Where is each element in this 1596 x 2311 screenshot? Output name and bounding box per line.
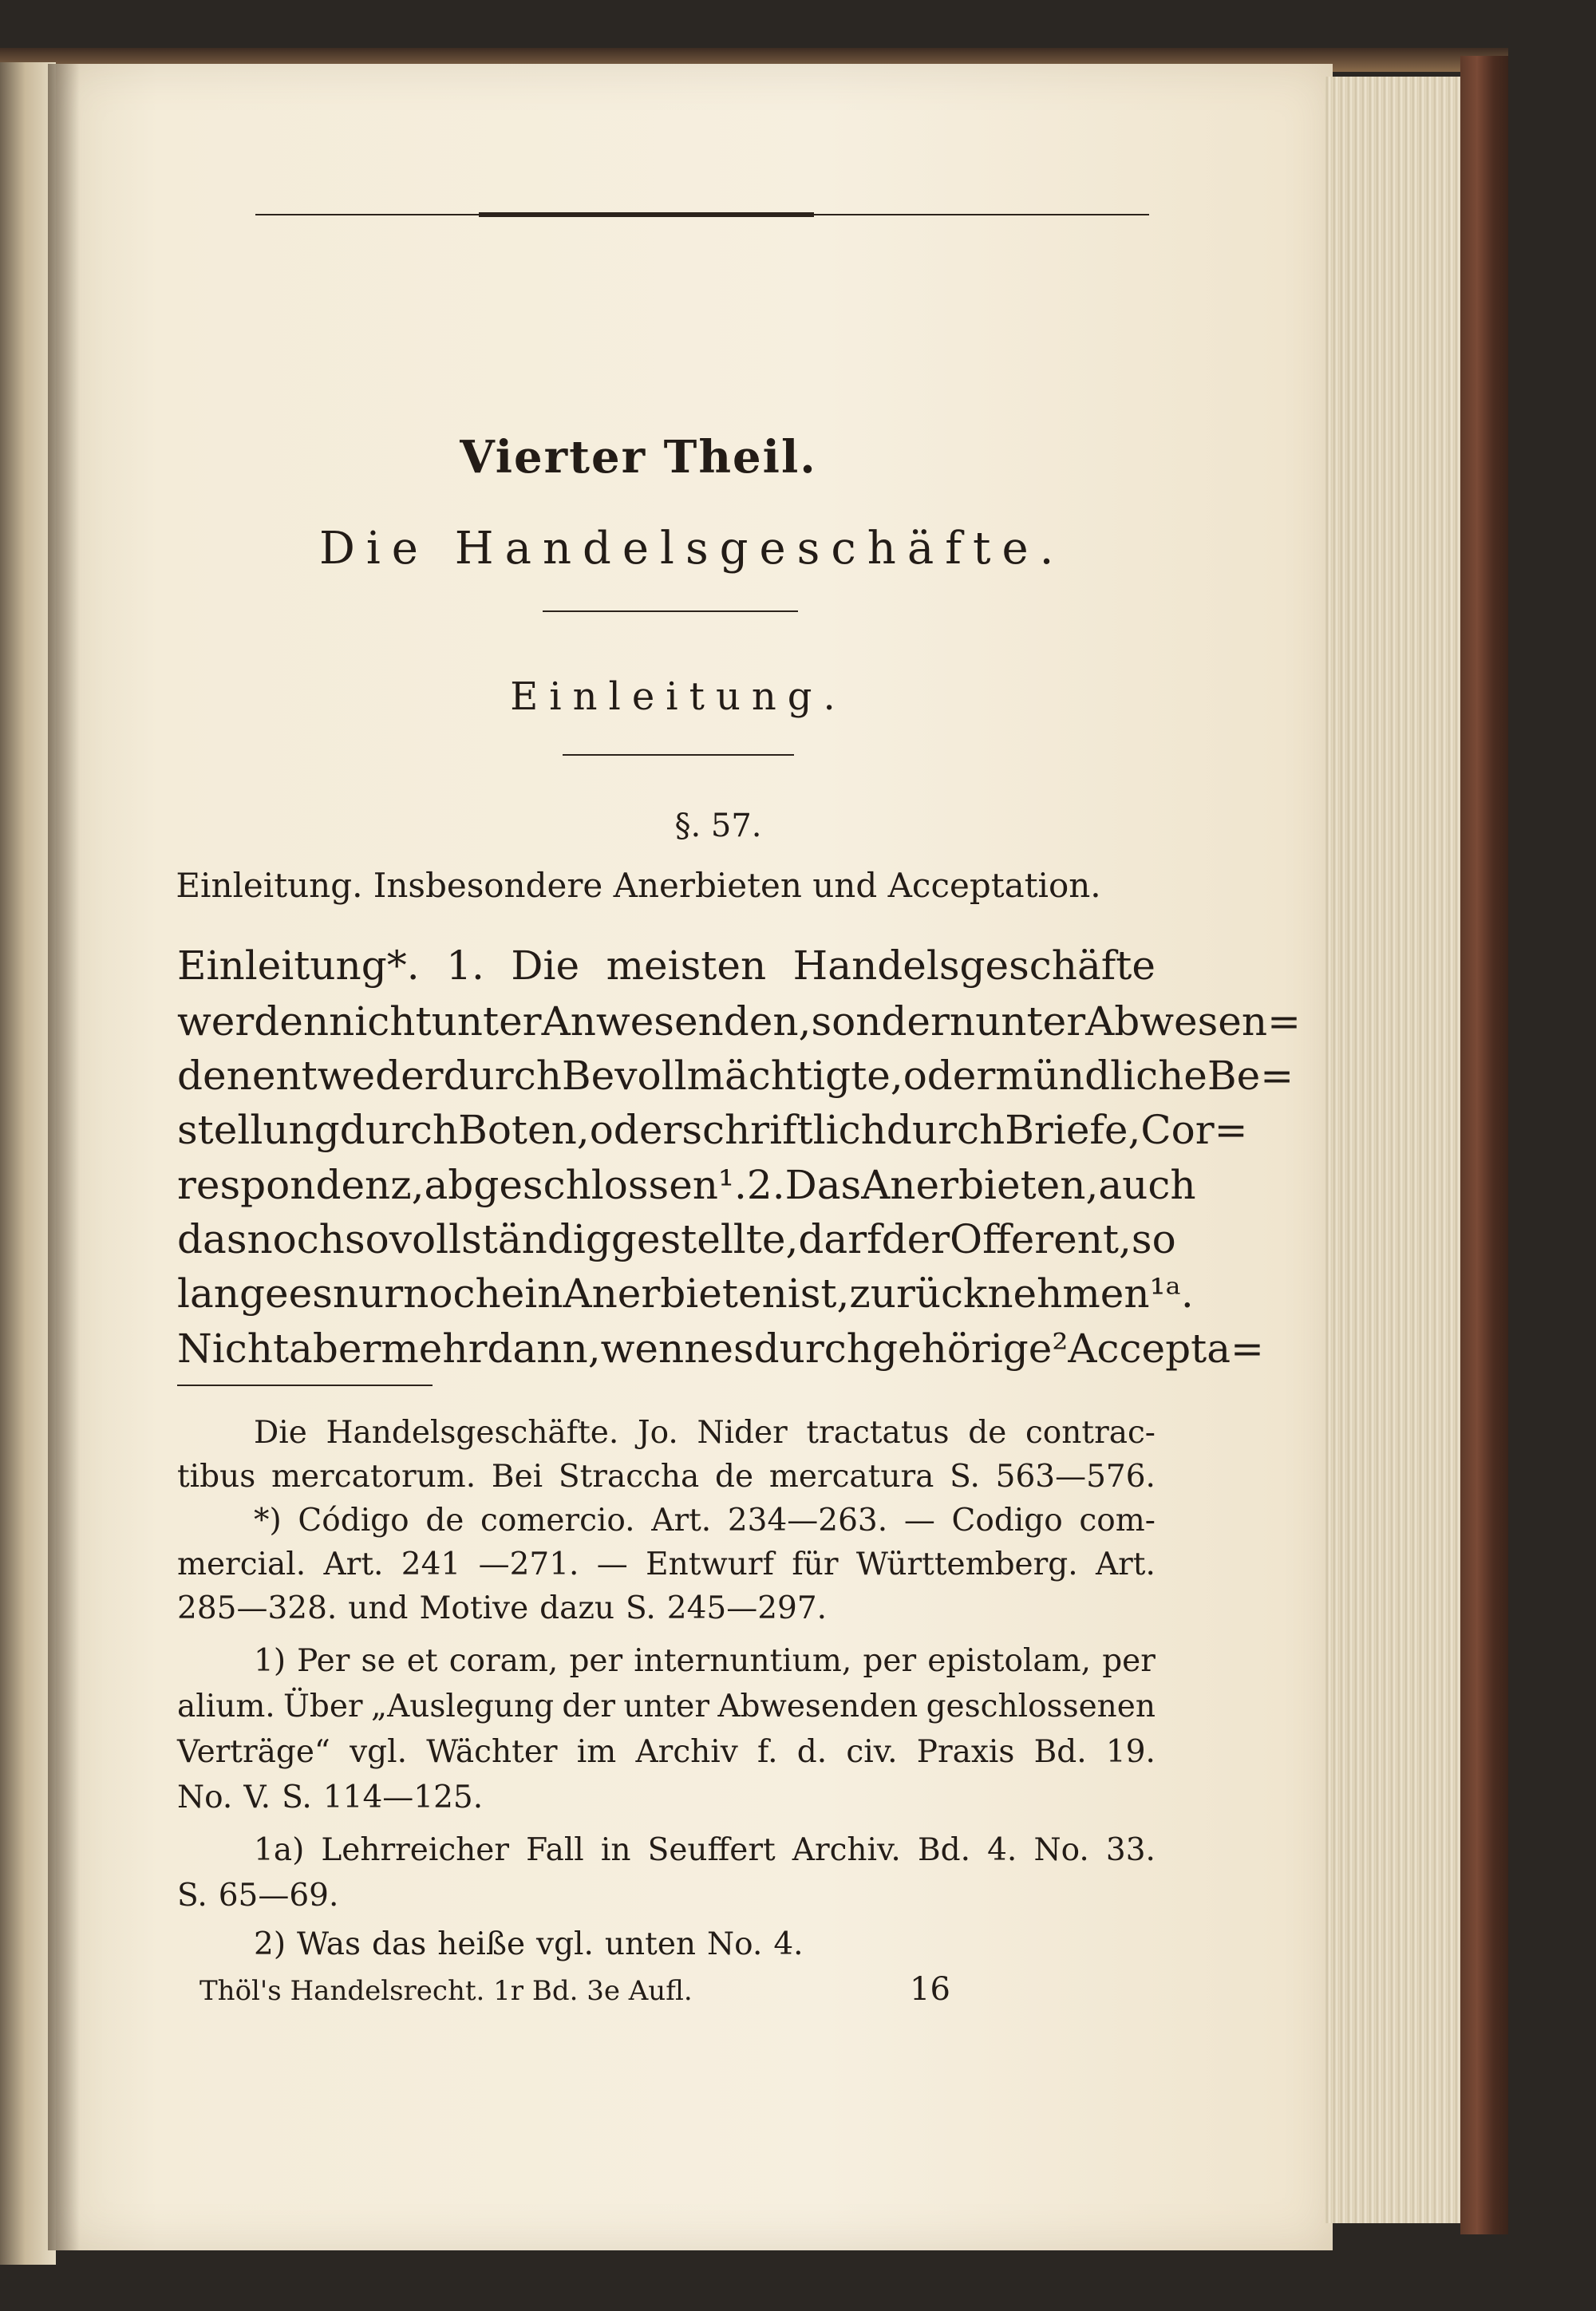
- body-line: Einleitung*. 1. Die meisten Handelsgeschäfte: [177, 942, 1156, 989]
- footnote-line: No. V. S. 114—125.: [177, 1780, 484, 1815]
- footnote-line: mercial. Art. 241 —271. — Entwurf für Württemberg. Art.: [177, 1547, 1156, 1582]
- top-rule-thick: [479, 212, 814, 217]
- footnote-line: *) Código de comercio. Art. 234—263. — Codigo com-: [254, 1503, 1156, 1539]
- part-title: Vierter Theil.: [460, 431, 817, 484]
- page-signature-number: 16: [910, 1971, 950, 2008]
- spine-shadow: [48, 64, 80, 2250]
- intro-rule: [563, 754, 794, 756]
- footnote-line: 285—328. und Motive dazu S. 245—297.: [177, 1590, 828, 1626]
- footnote-line: Verträge“ vgl. Wächter im Archiv f. d. civ. Praxis Bd. 19.: [177, 1734, 1156, 1770]
- footer-signature: Thöl's Handelsrecht. 1r Bd. 3e Aufl.: [200, 1975, 693, 2007]
- section-number: §. 57.: [674, 808, 762, 844]
- body-line: das noch so vollständig gestellte, darf der Offerent, so: [177, 1216, 1176, 1262]
- body-line: werden nicht unter Anwesenden, sondern unter Abwesen=: [177, 998, 1301, 1045]
- body-line: respondenz, abgeschlossen ¹. 2. Das Anerbieten, auch: [177, 1162, 1196, 1208]
- footnote-line: 2) Was das heiße vgl. unten No. 4.: [254, 1926, 804, 1962]
- body-line: den entweder durch Bevollmächtigte, oder mündliche Be=: [177, 1053, 1294, 1099]
- footnote-line: 1a) Lehrreicher Fall in Seuffert Archiv. Bd. 4. No. 33.: [254, 1832, 1156, 1868]
- section-rubric: Einleitung. Insbesondere Anerbieten und Acceptation.: [176, 866, 1101, 905]
- body-line: Nicht aber mehr dann, wenn es durch gehörige ² Accepta=: [177, 1325, 1264, 1372]
- page-block-edges: [1325, 77, 1468, 2223]
- book-cover: [1460, 56, 1508, 2234]
- footnote-line: alium. Über „Auslegung der unter Abwesenden geschlossenen: [177, 1689, 1156, 1724]
- intro-heading: Einleitung.: [510, 674, 847, 719]
- part-subtitle: Die Handelsgeschäfte.: [319, 523, 1065, 575]
- footnote-line: tibus mercatorum. Bei Straccha de mercatura S. 563—576.: [177, 1459, 1156, 1495]
- body-line: lange es nur noch ein Anerbieten ist, zurücknehmen ¹ᵃ.: [177, 1270, 1194, 1317]
- footnote-line: Die Handelsgeschäfte. Jo. Nider tractatus de contrac-: [254, 1415, 1156, 1451]
- footnote-line: 1) Per se et coram, per internuntium, per epistolam, per: [254, 1643, 1156, 1679]
- footnote-line: S. 65—69.: [177, 1878, 339, 1914]
- footnote-separator: [177, 1385, 433, 1386]
- book-page: [56, 64, 1333, 2250]
- body-line: stellung durch Boten, oder schriftlich durch Briefe, Cor=: [177, 1107, 1248, 1153]
- subtitle-rule: [543, 610, 798, 612]
